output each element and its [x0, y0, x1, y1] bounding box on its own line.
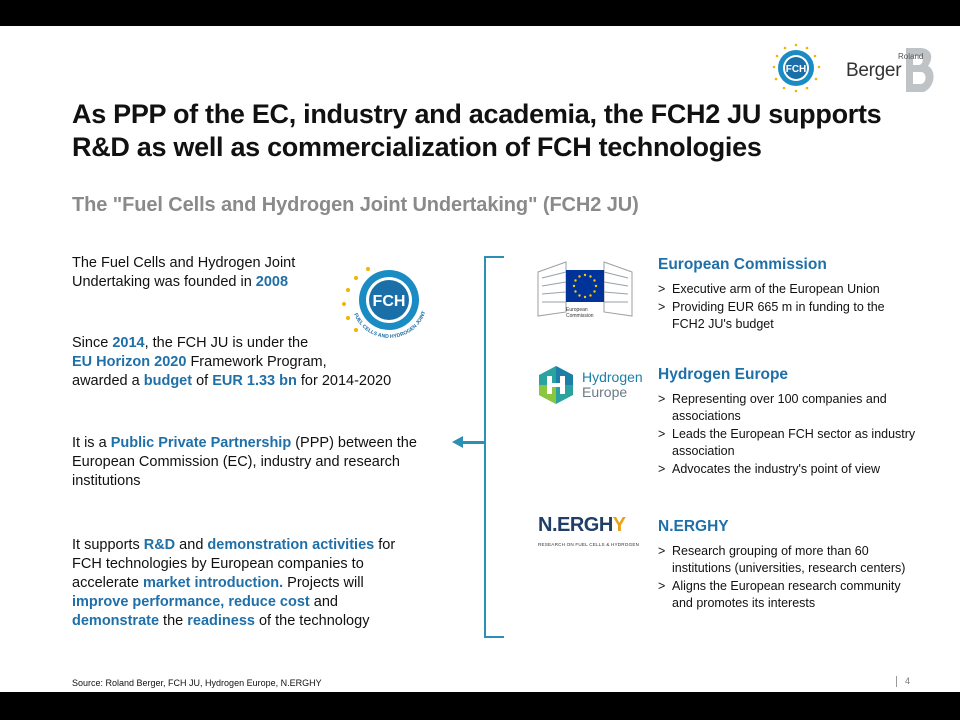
org-european-commission [658, 256, 918, 334]
org-title: European Commission [658, 256, 827, 273]
horizon-t2: , the FCH JU is under the [144, 335, 309, 351]
org-hydrogen-europe [658, 366, 918, 479]
horizon-t1: Since [72, 335, 113, 351]
org-points [658, 281, 918, 333]
rnd-k6: readiness [187, 613, 255, 629]
roland-berger-logo [842, 46, 942, 98]
org-point: > Representing over 100 companies and associations [658, 391, 918, 425]
page-number-divider [896, 676, 897, 687]
arrow-left-icon [452, 436, 463, 448]
roland-berger-logo-top: Roland [898, 52, 924, 61]
rnd-k4: improve performance, reduce cost [72, 594, 310, 610]
org-nerghy [658, 518, 918, 613]
european-commission-logo [536, 258, 634, 328]
founded-year: 2008 [255, 274, 289, 290]
org-title: N.ERGHY [658, 518, 729, 535]
hydrogen-europe-logo-line-1: Hydrogen [582, 369, 643, 385]
ec-logo-caption-2: Commission [566, 313, 594, 319]
fch-seal-main: FCH [372, 293, 406, 310]
rnd-t9: of the technology [254, 613, 370, 629]
page-title: As PPP of the EC, industry and academia, the FCH2 JU supports R&D as well as commercialization of FCH technologies [72, 99, 882, 162]
nerghy-logo-tagline: RESEARCH ON FUEL CELLS & HYDROGEN [538, 542, 640, 547]
nerghy-logo-word: N.ERGH [538, 514, 613, 536]
source-note: Source: Roland Berger, FCH JU, Hydrogen Europe, N.ERGHY [72, 678, 322, 688]
rnd-t2: and [175, 537, 208, 553]
org-point: > Advocates the industry's point of view [658, 461, 918, 478]
horizon-t3: Framework Program, [186, 354, 327, 370]
grouping-bracket [484, 256, 504, 638]
rnd-t5: accelerate [72, 575, 143, 591]
org-point: > Leads the European FCH sector as industry association [658, 426, 918, 460]
horizon-year: 2014 [112, 335, 145, 351]
rnd-t7: and [309, 594, 338, 610]
fch-seal-ring-text: FUEL CELLS AND HYDROGEN JOINT [352, 310, 428, 341]
horizon-t6: for 2014-2020 [296, 373, 392, 389]
org-point: > Research grouping of more than 60 institutions (universities, research centers) [658, 543, 918, 577]
arrow-line [462, 441, 484, 444]
ec-logo-caption-1: European [566, 307, 588, 313]
org-point: > Providing EUR 665 m in funding to the FCH2 JU's budget [658, 299, 918, 333]
rnd-t6: Projects will [283, 575, 364, 591]
nerghy-logo-y: Y [612, 514, 626, 536]
rnd-t8: the [159, 613, 188, 629]
horizon-budget-word: budget [143, 373, 193, 389]
slide [0, 26, 960, 692]
founded-line-1: The Fuel Cells and Hydrogen Joint [72, 255, 296, 271]
page-number [896, 676, 910, 687]
horizon-t4: awarded a [72, 373, 144, 389]
ppp-text [72, 434, 417, 491]
horizon-amount: EUR 1.33 bn [212, 373, 297, 389]
org-point: > Aligns the European research community and promotes its interests [658, 578, 918, 612]
founded-line-2: Undertaking was founded in [72, 274, 256, 290]
rnd-k2: demonstration activities [207, 537, 375, 553]
rnd-t4: FCH technologies by European companies to [72, 556, 364, 572]
org-title: Hydrogen Europe [658, 366, 789, 383]
ppp-term: Public Private Partnership [110, 435, 292, 451]
org-points [658, 543, 918, 612]
founded-text [72, 254, 295, 292]
roland-berger-logo-name: Berger [846, 60, 902, 81]
horizon-text [72, 334, 391, 391]
ppp-t3: European Commission (EC), industry and research [72, 454, 400, 470]
rnd-text [72, 536, 395, 631]
rnd-t3: for [374, 537, 396, 553]
hydrogen-europe-logo [536, 364, 648, 406]
org-points [658, 391, 918, 478]
rnd-k3: market introduction. [142, 575, 284, 591]
nerghy-logo [536, 514, 646, 554]
ppp-t2: (PPP) between the [291, 435, 417, 451]
horizon-program: EU Horizon 2020 [72, 354, 187, 370]
ppp-t1: It is a [72, 435, 111, 451]
rnd-t1: It supports [72, 537, 144, 553]
hydrogen-europe-hex-icon [536, 364, 576, 406]
rnd-k5: demonstrate [72, 613, 160, 629]
rnd-k1: R&D [143, 537, 176, 553]
org-point: > Executive arm of the European Union [658, 281, 918, 298]
ppp-t4: institutions [72, 473, 141, 489]
page-subtitle: The "Fuel Cells and Hydrogen Joint Undertaking" (FCH2 JU) [72, 194, 639, 216]
horizon-t5: of [192, 373, 213, 389]
fch-logo-text: FCH [785, 64, 807, 75]
hydrogen-europe-logo-line-2: Europe [582, 384, 628, 400]
page-number-value: 4 [905, 676, 911, 686]
fch-logo [770, 42, 822, 94]
